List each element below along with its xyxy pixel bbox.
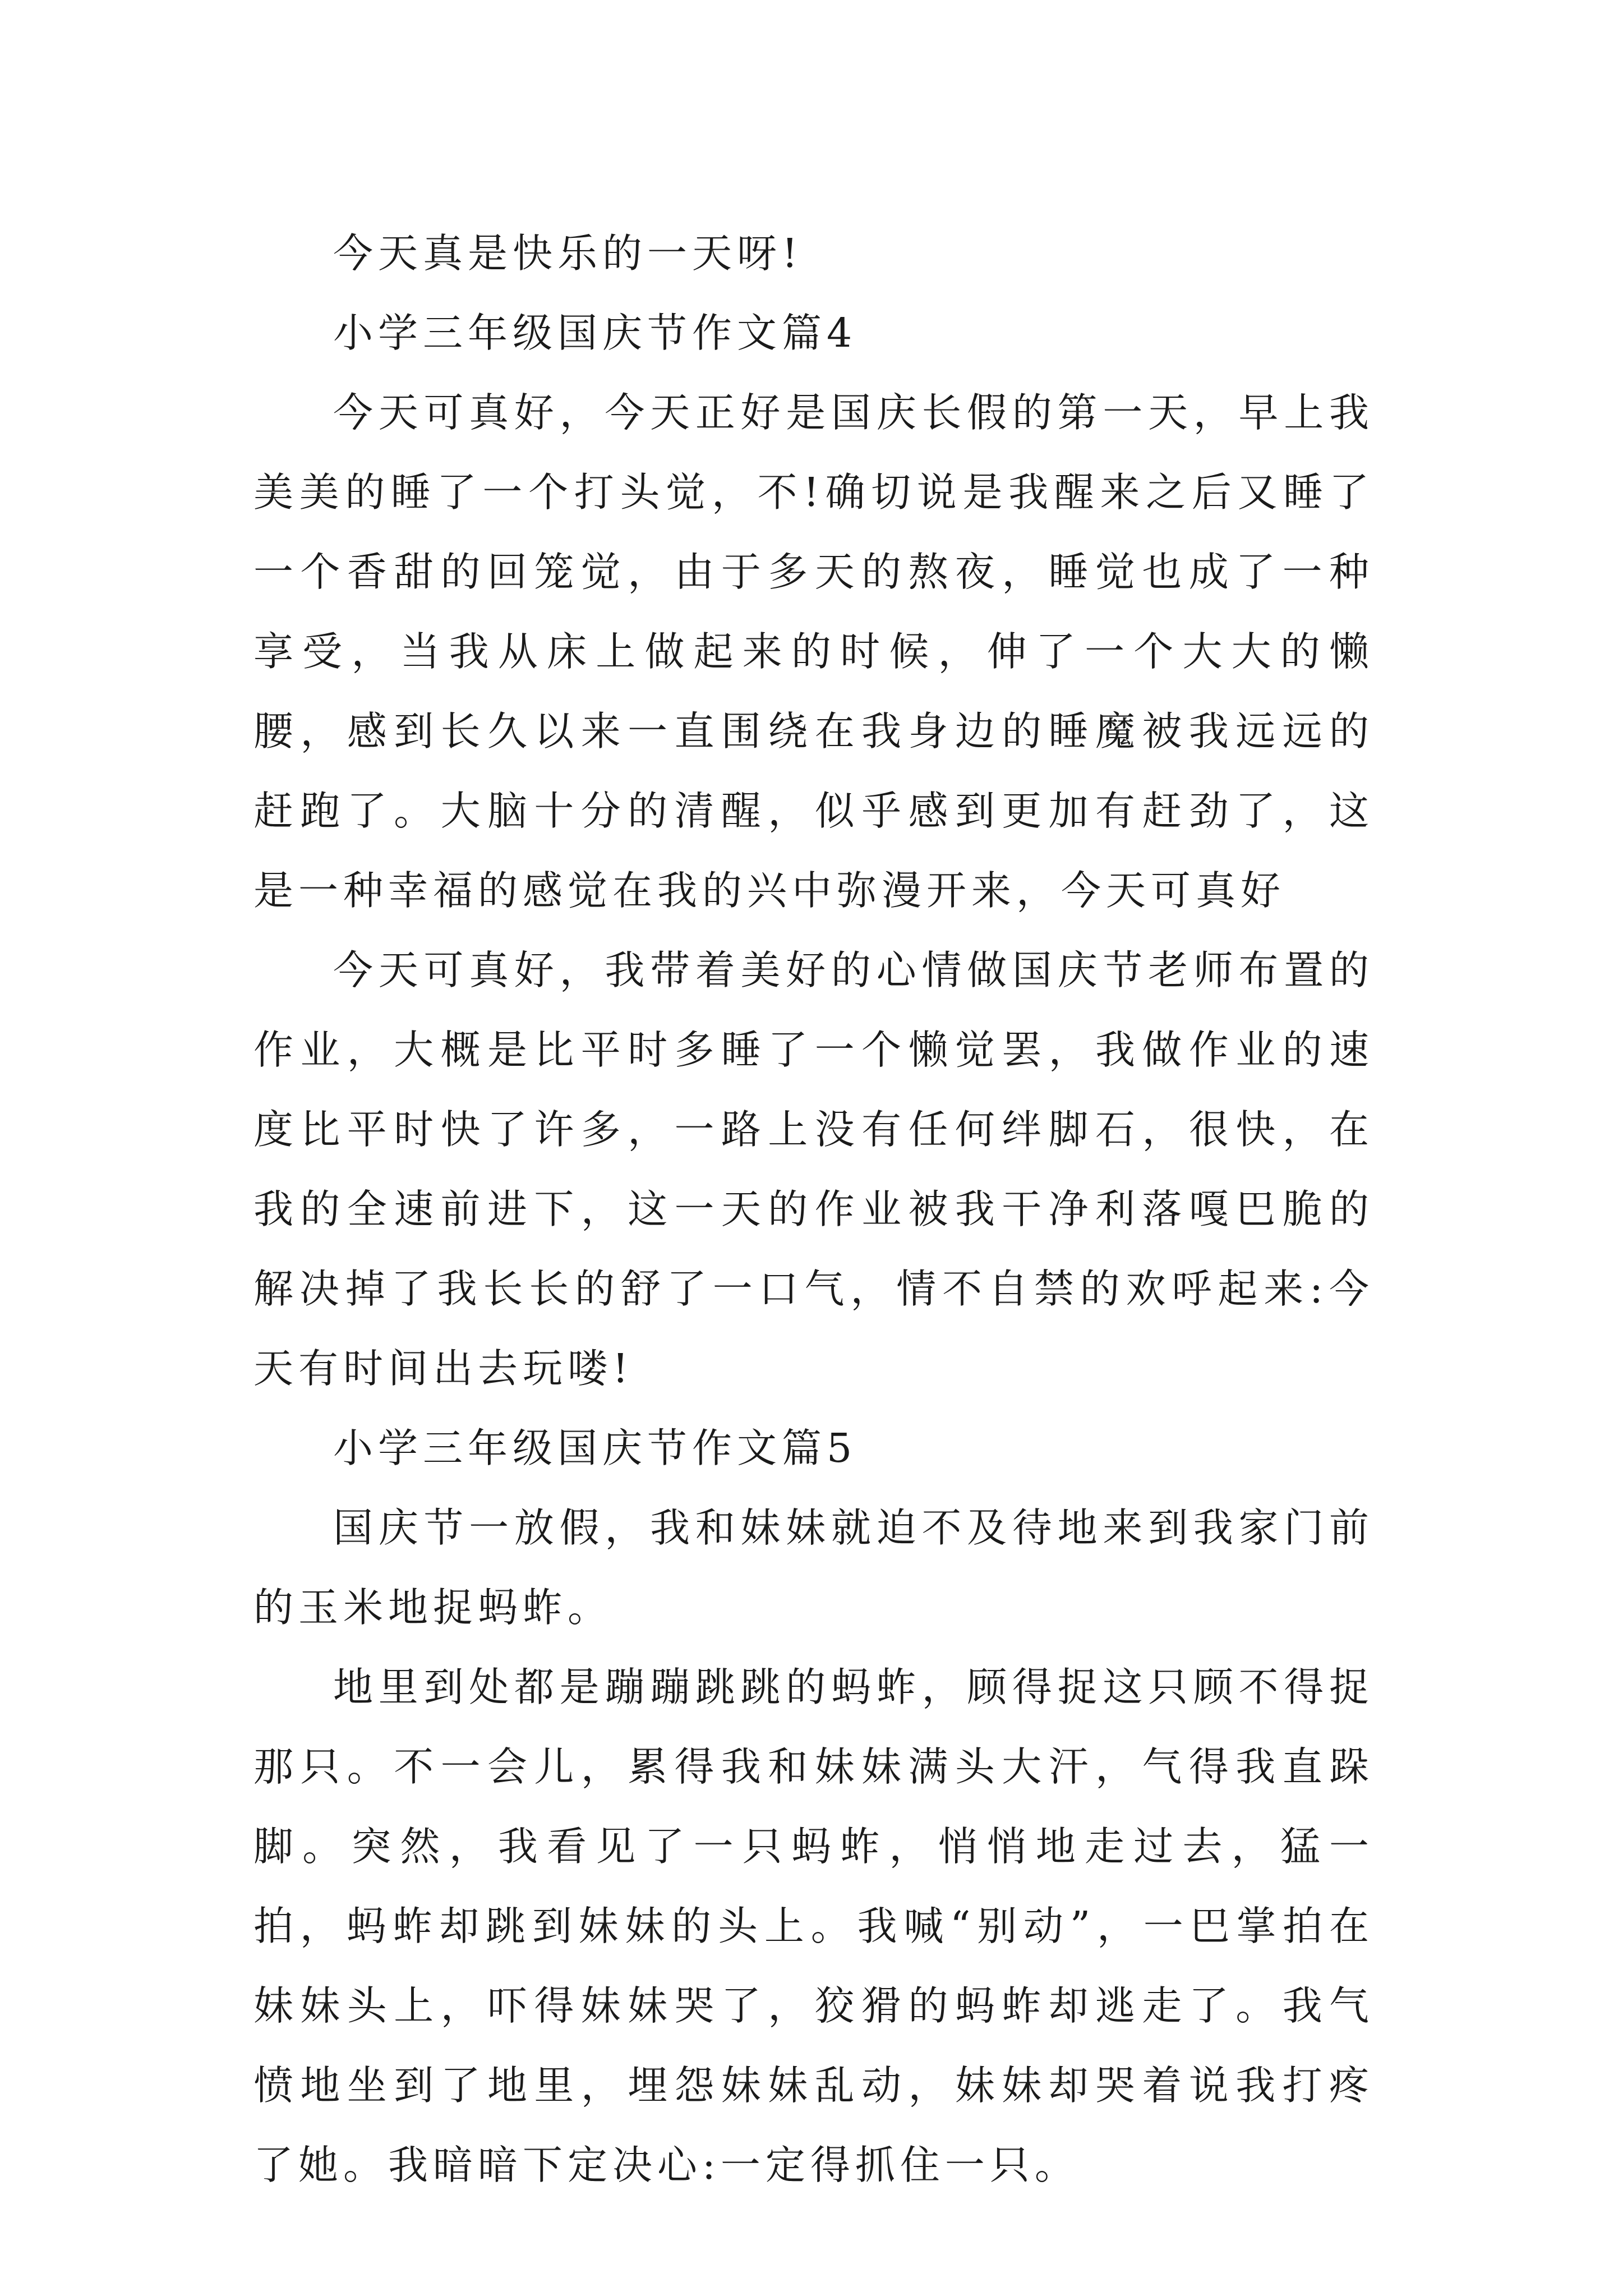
closing-line: 今天真是快乐的一天呀! — [333, 230, 803, 277]
document-body — [253, 214, 1374, 2205]
section-heading-4: 小学三年级国庆节作文篇4 — [333, 310, 857, 356]
paragraph: 国庆节一放假，我和妹妹就迫不及待地来到我家门前的玉米地捉蚂蚱。 — [253, 1504, 1374, 1631]
paragraph: 今天可真好，我带着美好的心情做国庆节老师布置的作业，大概是比平时多睡了一个懒觉罢，我做作业的速度比平时快了许多，一路上没有任何绊脚石，很快，在我的全速前进下，这一天的作业被我干净利落嘎巴脆的解决掉了我长长的舒了一口气，情不自禁的欢呼起来:今天有时间出去玩喽! — [253, 947, 1374, 1392]
paragraph: 地里到处都是蹦蹦跳跳的蚂蚱，顾得捉这只顾不得捉那只。不一会儿，累得我和妹妹满头大汗，气得我直跺脚。突然，我看见了一只蚂蚱，悄悄地走过去，猛一拍，蚂蚱却跳到妹妹的头上。我喊“别动”，一巴掌拍在妹妹头上，吓得妹妹哭了，狡猾的蚂蚱却逃走了。我气愤地坐到了地里，埋怨妹妹乱动，妹妹却哭着说我打疼了她。我暗暗下定决心:一定得抓住一只。 — [253, 1664, 1374, 2188]
section-heading-5: 小学三年级国庆节作文篇5 — [333, 1425, 857, 1471]
paragraph: 今天可真好，今天正好是国庆长假的第一天，早上我美美的睡了一个打头觉，不!确切说是我醒来之后又睡了一个香甜的回笼觉，由于多天的熬夜，睡觉也成了一种享受，当我从床上做起来的时候，伸了一个大大的懒腰，感到长久以来一直围绕在我身边的睡魔被我远远的赶跑了。大脑十分的清醒，似乎感到更加有赶劲了，这是一种幸福的感觉在我的兴中弥漫开来，今天可真好 — [253, 389, 1374, 914]
